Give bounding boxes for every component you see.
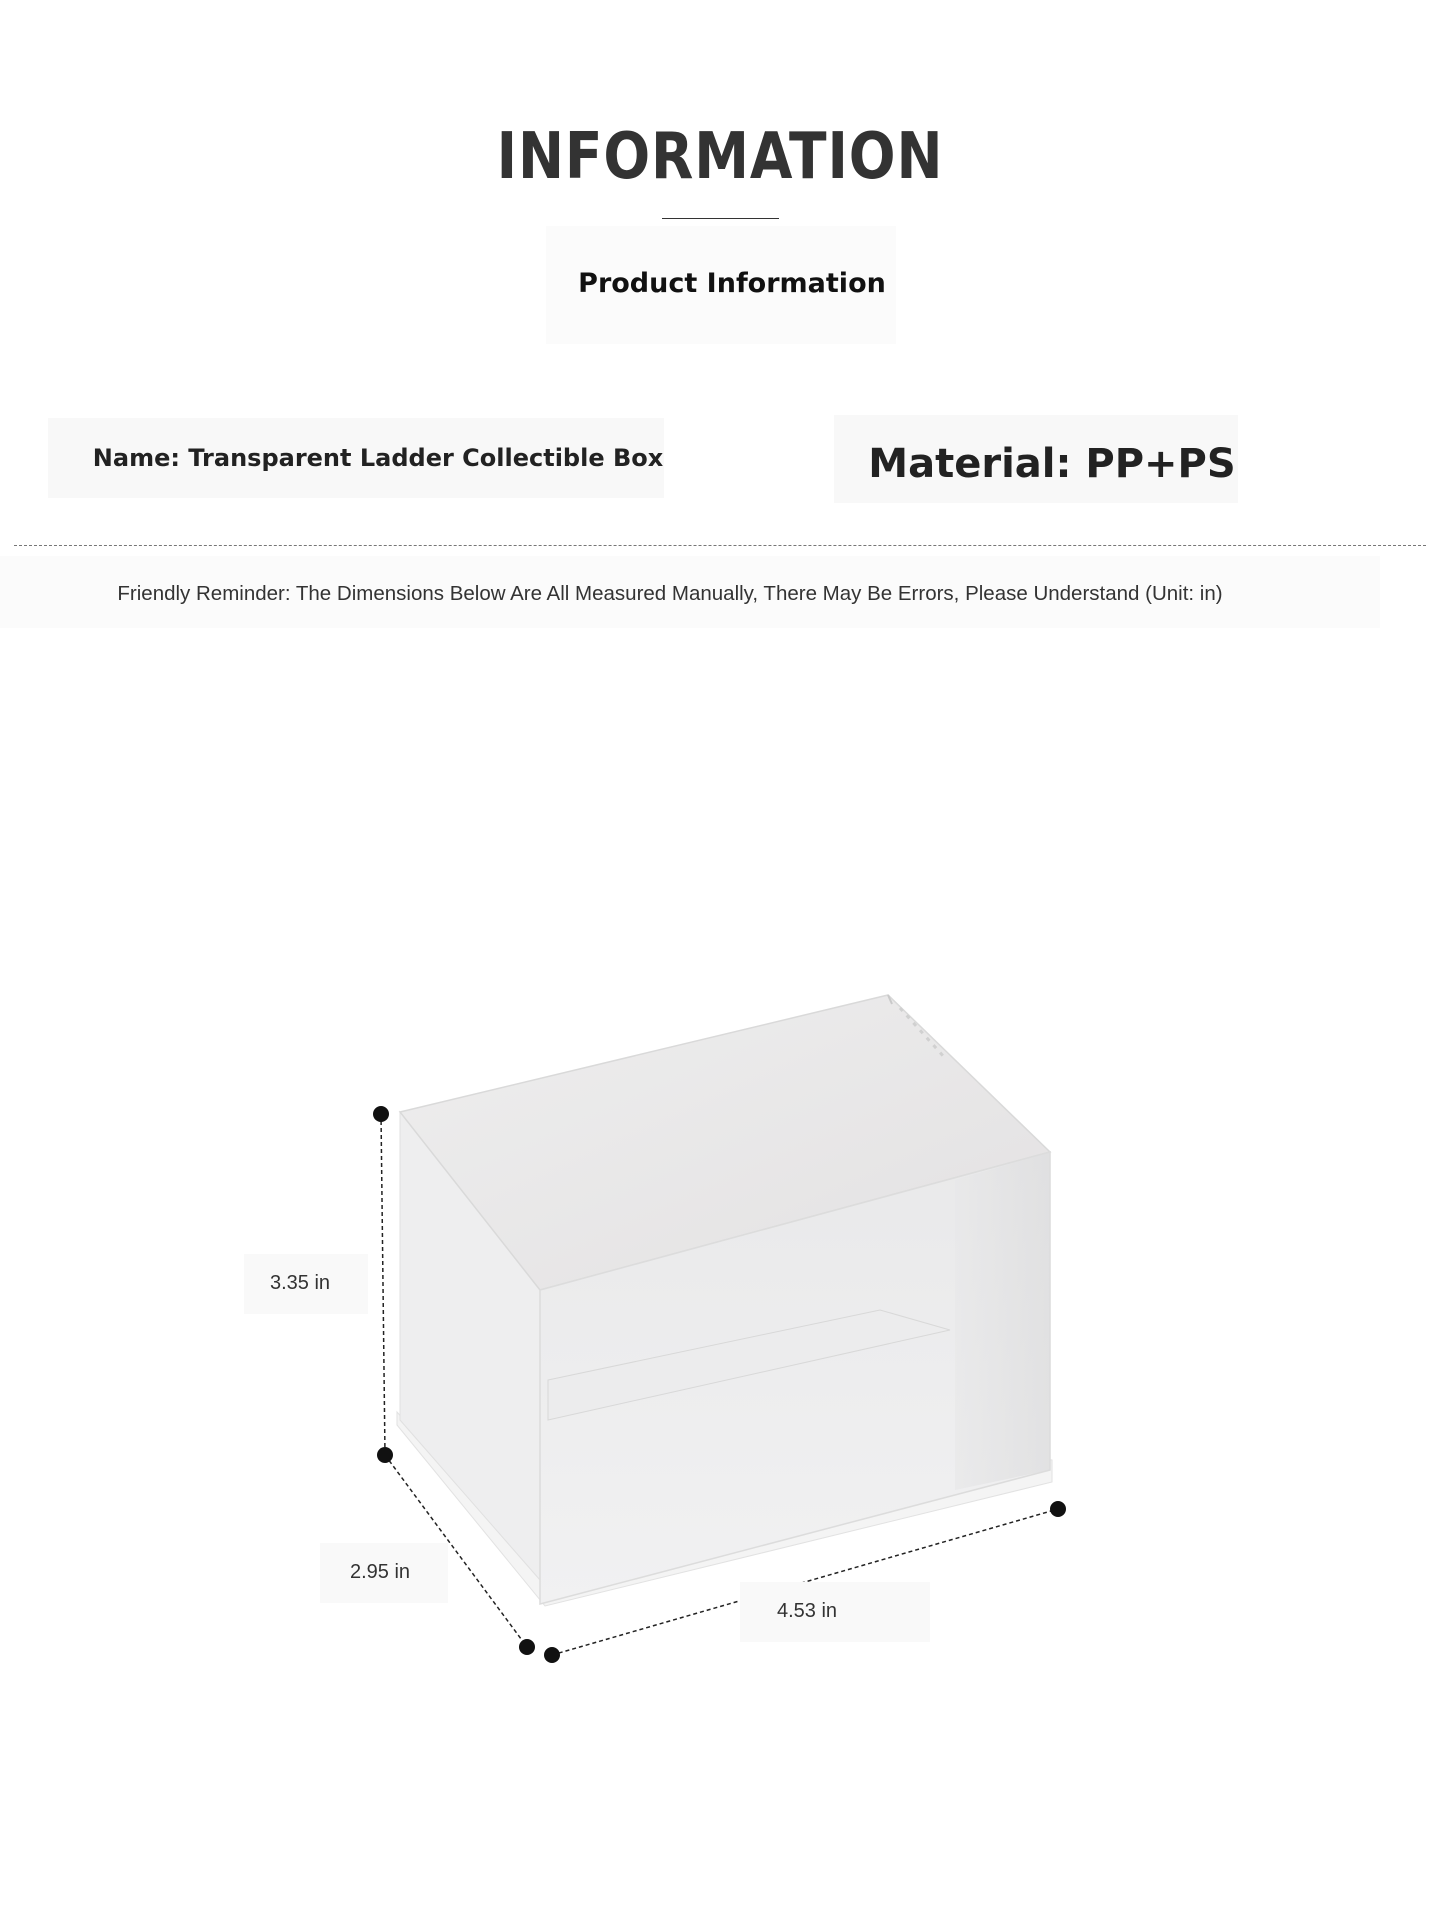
dashed-divider — [14, 545, 1426, 546]
page-heading: INFORMATION — [496, 120, 944, 194]
measurement-reminder: Friendly Reminder: The Dimensions Below Are All Measured Manually, There May Be Errors, Please Understand (Unit: in) — [117, 582, 1223, 605]
height-dimension-label: 3.35 in — [269, 1272, 331, 1294]
product-name: Name: Transparent Ladder Collectible Box — [92, 444, 664, 472]
acrylic-box-shape — [397, 995, 1052, 1606]
product-image — [0, 960, 1440, 1720]
product-material: Material: PP+PS — [868, 441, 1236, 487]
width-dimension-label: 4.53 in — [776, 1600, 838, 1622]
depth-dimension-label: 2.95 in — [349, 1561, 411, 1583]
section-subtitle: Product Information — [578, 268, 886, 299]
heading-underline — [662, 218, 779, 219]
